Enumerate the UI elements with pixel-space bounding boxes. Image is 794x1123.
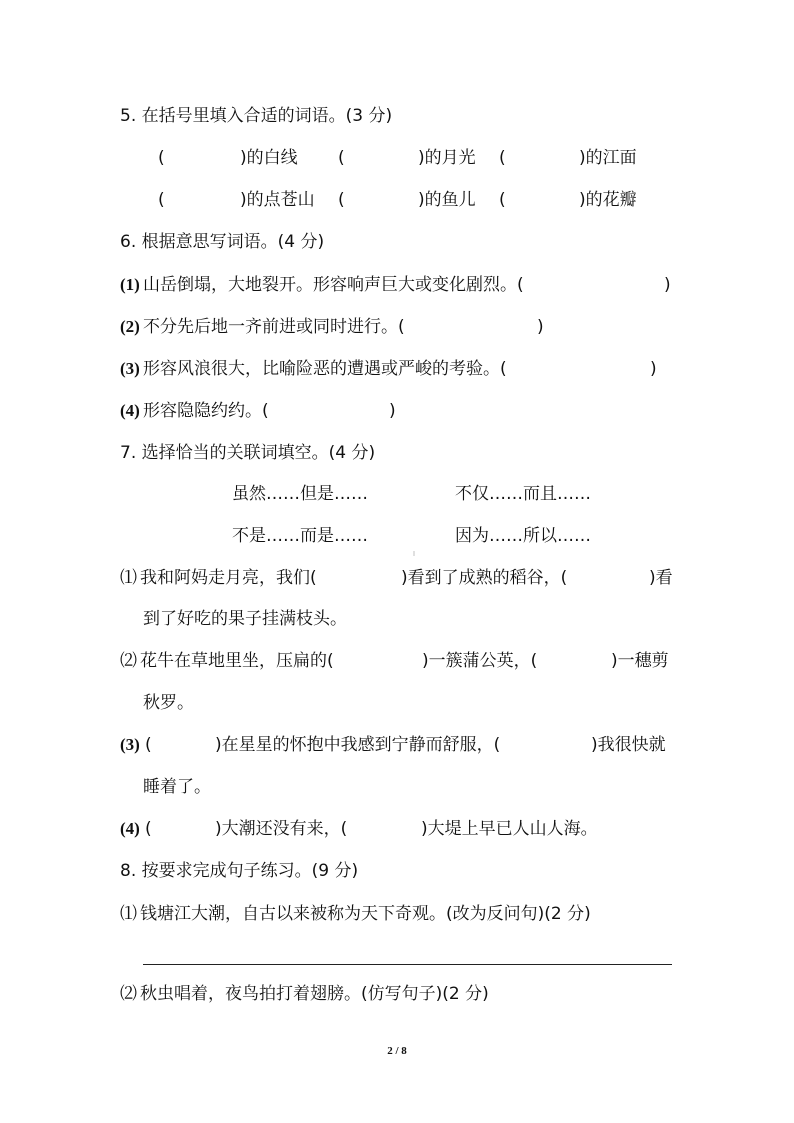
conjunction-option: 虽然……但是…… <box>232 484 368 504</box>
blank-close: ) <box>389 401 396 421</box>
item-number: (2) <box>120 317 140 336</box>
q8-item-text: 钱塘江大潮，自古以来被称为天下奇观。(改为反问句)(2 分) <box>140 904 591 924</box>
q7-item-text: 到了好吃的果子挂满枝头。 <box>143 609 347 629</box>
q7-item-text: ( <box>145 735 152 755</box>
q7-item-text: 睡着了。 <box>143 777 211 797</box>
item-number: ⑴ <box>120 568 137 588</box>
q5-phrase: )的江面 <box>579 148 637 168</box>
conjunction-option: 不是……而是…… <box>232 526 368 546</box>
blank-close: ) <box>650 359 657 379</box>
blank-open: ( <box>338 148 345 168</box>
q5-title: 5. 在括号里填入合适的词语。(3 分) <box>120 106 393 126</box>
item-number: (1) <box>120 275 140 294</box>
q7-item-text: 我和阿妈走月亮，我们( <box>140 568 317 588</box>
q7-title: 7. 选择恰当的关联词填空。(4 分) <box>120 443 376 463</box>
q7-item-text: ( <box>145 819 152 839</box>
q5-phrase: )的白线 <box>240 148 298 168</box>
item-number: ⑵ <box>120 984 137 1004</box>
q7-item-text: )我很快就 <box>591 735 666 755</box>
conjunction-option: 不仅……而且…… <box>455 484 591 504</box>
scan-speck <box>413 551 415 556</box>
blank-open: ( <box>158 148 165 168</box>
answer-line <box>143 964 672 965</box>
item-number: (3) <box>120 359 140 378</box>
blank-open: ( <box>338 190 345 210</box>
item-number: (4) <box>120 819 140 838</box>
q7-item-text: )看 <box>649 568 673 588</box>
item-number: ⑵ <box>120 651 137 671</box>
blank-open: ( <box>499 190 506 210</box>
page-number: 2 / 8 <box>387 1045 407 1057</box>
q7-item-text: )一簇蒲公英，( <box>422 651 538 671</box>
q7-item-text: 花牛在草地里坐，压扁的( <box>140 651 334 671</box>
q7-item-text: )在星星的怀抱中我感到宁静而舒服，( <box>215 735 501 755</box>
q7-item-text: 秋罗。 <box>143 693 194 713</box>
q7-item-text: )大堤上早已人山人海。 <box>421 819 598 839</box>
blank-close: ) <box>537 317 544 337</box>
item-number: ⑴ <box>120 904 137 924</box>
q6-item-text: 山岳倒塌，大地裂开。形容响声巨大或变化剧烈。( <box>143 275 524 295</box>
q8-item-text: 秋虫唱着，夜鸟拍打着翅膀。(仿写句子)(2 分) <box>140 984 489 1004</box>
q6-item-text: 形容隐隐约约。( <box>143 401 269 421</box>
q5-phrase: )的鱼儿 <box>418 190 476 210</box>
q5-phrase: )的花瓣 <box>579 190 637 210</box>
q7-item-text: )大潮还没有来，( <box>215 819 348 839</box>
blank-open: ( <box>158 190 165 210</box>
q6-title: 6. 根据意思写词语。(4 分) <box>120 232 325 252</box>
blank-close: ) <box>664 275 671 295</box>
q5-phrase: )的月光 <box>418 148 476 168</box>
q8-title: 8. 按要求完成句子练习。(9 分) <box>120 861 359 881</box>
item-number: (3) <box>120 735 140 754</box>
blank-open: ( <box>499 148 506 168</box>
q6-item-text: 不分先后地一齐前进或同时进行。( <box>143 317 405 337</box>
item-number: (4) <box>120 401 140 420</box>
q7-item-text: )看到了成熟的稻谷，( <box>401 568 568 588</box>
q7-item-text: )一穗剪 <box>611 651 669 671</box>
q5-phrase: )的点苍山 <box>240 190 315 210</box>
conjunction-option: 因为……所以…… <box>455 526 591 546</box>
q6-item-text: 形容风浪很大，比喻险恶的遭遇或严峻的考验。( <box>143 359 507 379</box>
